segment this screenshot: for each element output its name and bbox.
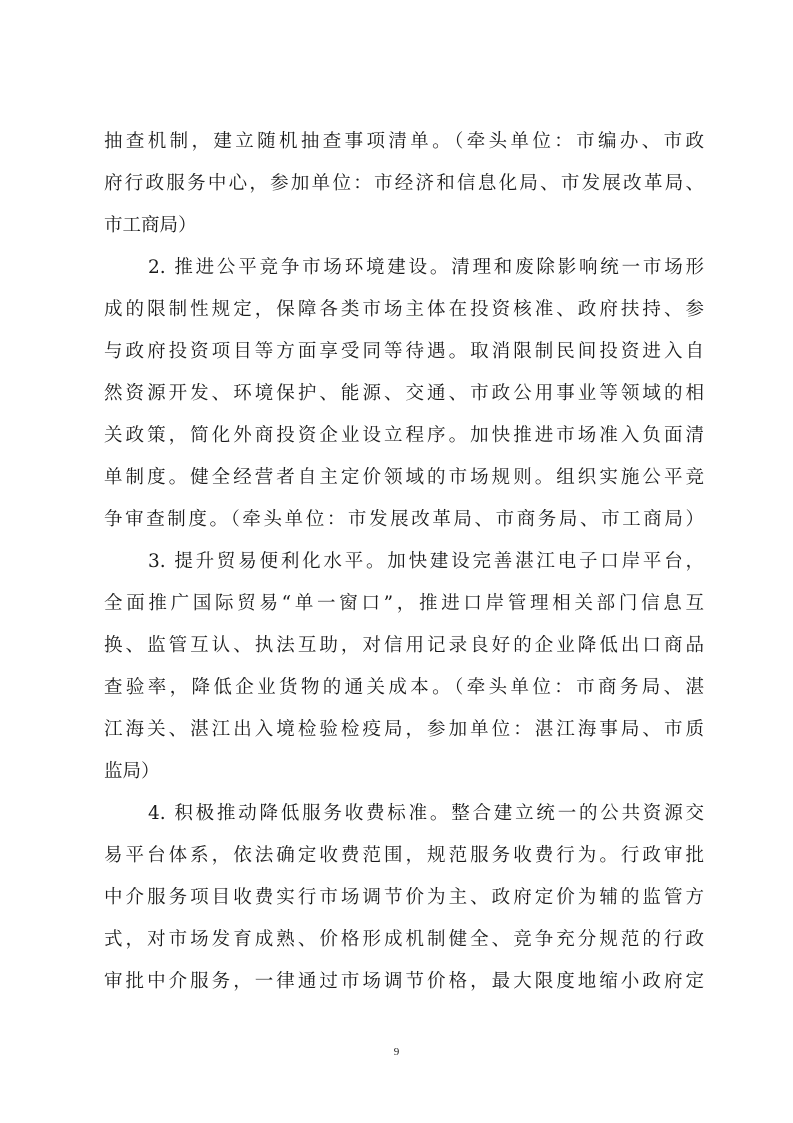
- text-line: 江海关、湛江出入境检验检疫局，参加单位：湛江海事局、市质: [104, 719, 704, 740]
- text-line: 换、监管互认、执法互助，对信用记录良好的企业降低出口商品: [104, 635, 704, 656]
- text-line: 关政策，简化外商投资企业设立程序。加快推进市场准入负面清: [104, 425, 704, 446]
- text-line: 府行政服务中心，参加单位：市经济和信息化局、市发展改革局、: [104, 173, 704, 194]
- paragraph-heading-line: 2. 推进公平竞争市场环境建设。清理和废除影响统一市场形: [148, 257, 704, 278]
- text-line: 式，对市场发育成熟、价格形成机制健全、竞争充分规范的行政: [104, 929, 704, 950]
- paragraph-heading-line: 3. 提升贸易便利化水平。加快建设完善湛江电子口岸平台，: [148, 551, 704, 572]
- page-number: 9: [393, 1046, 400, 1058]
- text-line: 单制度。健全经营者自主定价领域的市场规则。组织实施公平竞: [104, 467, 704, 488]
- text-line: 抽查机制，建立随机抽查事项清单。（牵头单位：市编办、市政: [104, 131, 704, 152]
- text-line: 查验率，降低企业货物的通关成本。（牵头单位：市商务局、湛: [104, 677, 704, 698]
- text-line: 易平台体系，依法确定收费范围，规范服务收费行为。行政审批: [104, 845, 704, 866]
- paragraph-heading-line: 4. 积极推动降低服务收费标准。整合建立统一的公共资源交: [148, 803, 704, 824]
- text-line: 与政府投资项目等方面享受同等待遇。取消限制民间投资进入自: [104, 341, 704, 362]
- text-line: 成的限制性规定，保障各类市场主体在投资核准、政府扶持、参: [104, 299, 704, 320]
- text-line: 然资源开发、环境保护、能源、交通、市政公用事业等领域的相: [104, 383, 704, 404]
- text-line: 审批中介服务，一律通过市场调节价格，最大限度地缩小政府定: [104, 971, 704, 992]
- text-line: 监局）: [104, 761, 160, 782]
- text-line: 全面推广国际贸易“单一窗口”，推进口岸管理相关部门信息互: [104, 593, 704, 614]
- text-line: 争审查制度。（牵头单位：市发展改革局、市商务局、市工商局）: [104, 509, 704, 530]
- text-line: 中介服务项目收费实行市场调节价为主、政府定价为辅的监管方: [104, 887, 704, 908]
- text-line: 市工商局）: [104, 215, 197, 236]
